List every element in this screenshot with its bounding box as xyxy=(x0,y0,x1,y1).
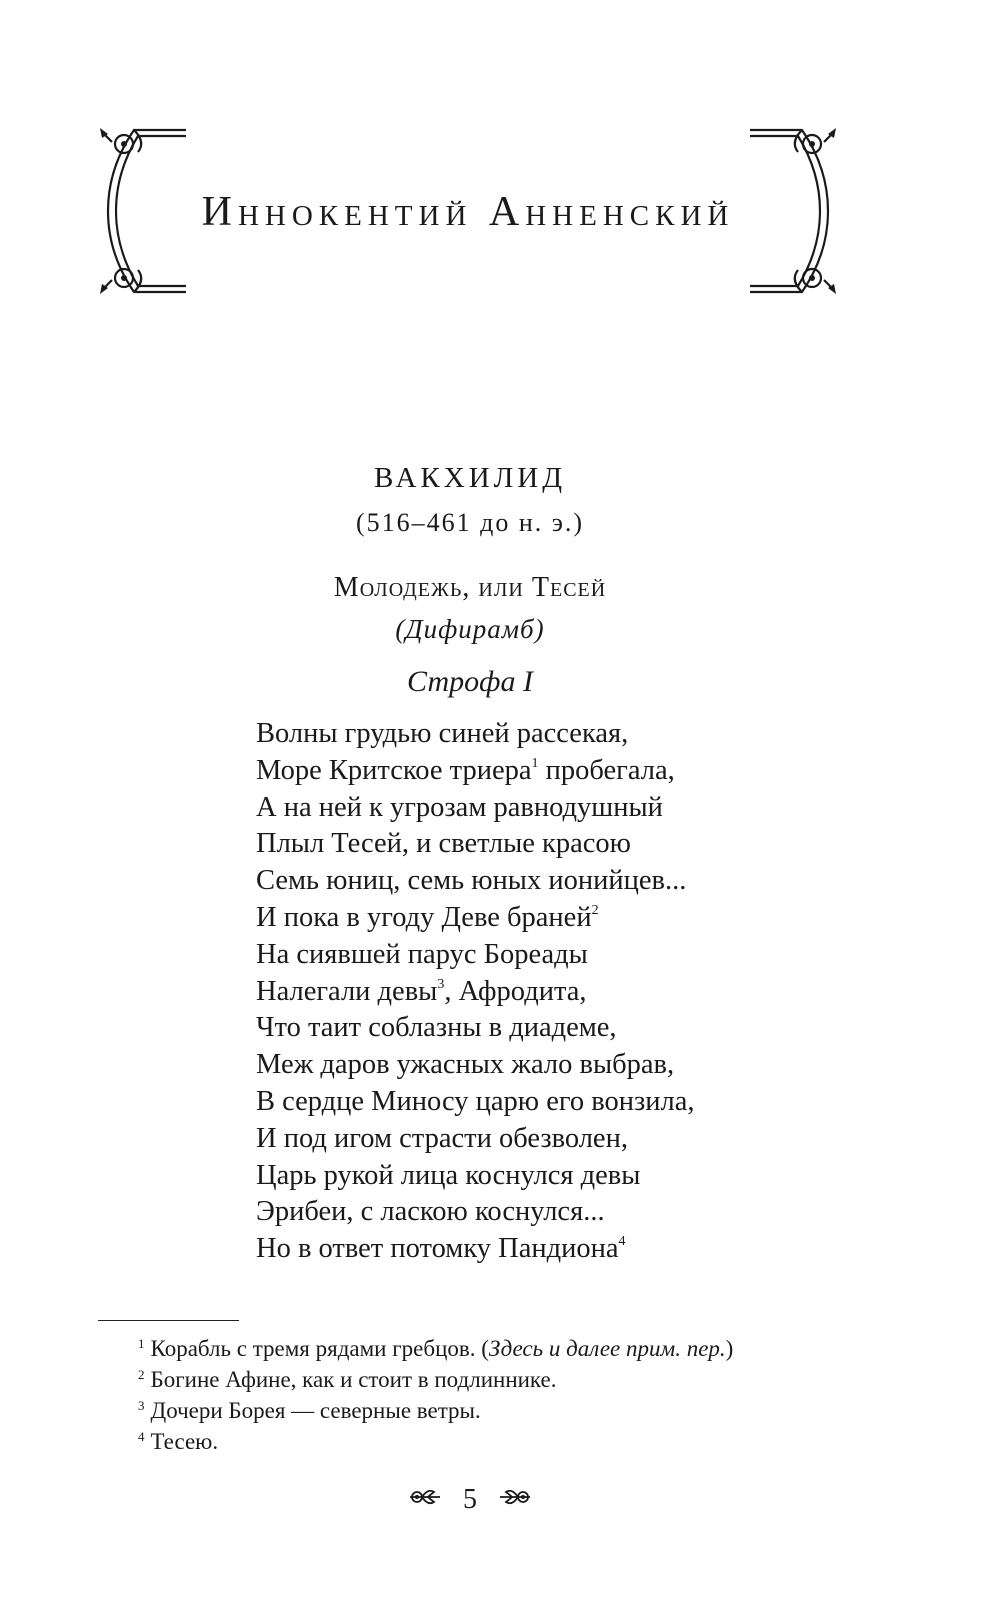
strophe-label: Строфа I xyxy=(407,665,533,698)
footnote-mark: 2 xyxy=(138,1367,145,1382)
poet-dates: (516–461 до н. э.) xyxy=(355,508,585,537)
footnotes-list xyxy=(138,1333,733,1457)
footnote-ref: 3 xyxy=(437,976,445,992)
verse-line: Но в ответ потомку Пандиона$^4$ xyxy=(256,1233,626,1265)
fleuron-left-icon xyxy=(408,1484,442,1516)
verse-line: И пока в угоду Деве браней$^2$ xyxy=(256,901,599,933)
page-number: 5 xyxy=(463,1483,477,1515)
verse-line: Семь юниц, семь юных ионийцев... xyxy=(256,865,687,897)
poem-subtitle: (Дифирамб) xyxy=(395,614,545,644)
verse-line: На сиявшей парус Бореады xyxy=(256,938,588,970)
footnote-ref: 4 xyxy=(618,1234,626,1250)
footnote-item: $^2$ Богине Афине, как и стоит в подлиннике. xyxy=(138,1367,557,1392)
verse-line: Меж даров ужасных жало выбрав, xyxy=(256,1049,675,1081)
footnote-mark: 4 xyxy=(138,1429,145,1444)
footnote-item: $^4$ Тесею. xyxy=(138,1429,219,1454)
footnote-item: $^3$ Дочери Борея — северные ветры. xyxy=(138,1398,481,1423)
footnote-mark: 1 xyxy=(138,1336,145,1351)
fleuron-right-icon xyxy=(498,1484,532,1516)
verse-line: Что таит соблазны в диадеме, xyxy=(256,1012,617,1044)
author-name: Иннокентий Анненский xyxy=(201,189,735,235)
page-footer xyxy=(0,1482,940,1516)
verse-line: Налегали девы$^3$, Афродита, xyxy=(256,975,587,1007)
footnote-ref: 2 xyxy=(591,902,599,918)
verse-line: Волны грудью синей рассекая, xyxy=(256,718,629,749)
poem-title: Молодежь, или Тесей xyxy=(333,572,607,603)
verse-line: И под игом страсти обезволен, xyxy=(256,1122,628,1154)
verse-line: Море Критское триера$^1$ пробегала, xyxy=(256,754,675,786)
header-ornament-frame xyxy=(98,128,838,294)
poet-name: ВАКХИЛИД xyxy=(373,462,567,494)
footnote-divider xyxy=(98,1320,239,1321)
verse-line: Эрибеи, с ласкою коснулся... xyxy=(256,1196,605,1228)
footnote-ref: 1 xyxy=(531,755,539,771)
footnote-mark: 3 xyxy=(138,1398,145,1413)
verse-line: А на ней к угрозам равнодушный xyxy=(256,791,663,823)
footnote-item: $^1$ Корабль с тремя рядами гребцов. (Здесь и далее прим. пер.) xyxy=(138,1336,734,1361)
verse-line: В сердце Миносу царю его вонзила, xyxy=(256,1085,695,1117)
verse-line: Царь рукой лица коснулся девы xyxy=(256,1159,641,1191)
verse-line: Плыл Тесей, и светлые красою xyxy=(256,828,631,860)
poem-verse xyxy=(256,716,694,1268)
